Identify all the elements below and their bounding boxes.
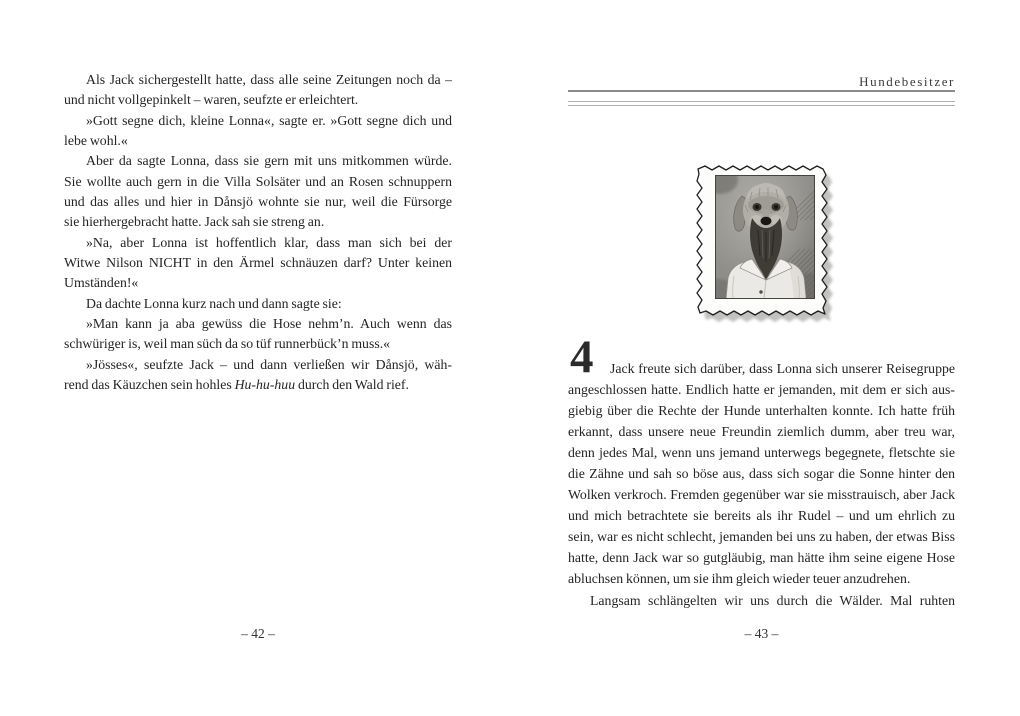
text-segment: durch den Wald rief.: [295, 377, 409, 393]
text-segment: rend das Käuzchen sein hohles: [64, 377, 235, 393]
dog-photo: [699, 166, 833, 311]
text-line: sie hierhergebracht hatte. Jack sah sie streng an.: [64, 214, 325, 230]
text-line: und nicht vollgepinkelt – waren, seufzte er erleichtert.: [64, 92, 359, 108]
shirt-button: [759, 290, 762, 293]
italic-owl-call: Hu-hu-huu: [234, 377, 296, 393]
header-rule-double: [568, 101, 955, 106]
text-line: Umständen!«: [64, 275, 139, 291]
running-header: Hundebesitzer: [859, 74, 955, 89]
text-line: Jack freute sich darüber, dass Lonna sich unserer Reisegruppe: [610, 361, 955, 376]
text-line: [64, 375, 452, 395]
text-line: giebig über die Rechte der Hunde unterhalten konnte. Ich hatte früh: [568, 403, 955, 419]
text-line: Sie wollte auch gern in die Villa Solsäter und an Rosen schnuppern: [64, 173, 452, 189]
text-line: »Jösses«, seufzte Jack – und dann verließen wir Dånsjö, wäh-: [86, 356, 452, 372]
text-line: Witwe Nilson NICHT in den Ärmel schnäuzen darf? Unter keinen: [64, 255, 452, 271]
chapter-text: [568, 331, 955, 611]
text-line: erkannt, dass unsere neue Freundin ziemlich dumm, aber treu war,: [568, 424, 955, 440]
text-line: »Man kann ja aba gewüss die Hose nehm’n. Auch wenn das: [86, 316, 452, 332]
left-page-text: [64, 70, 452, 396]
text-line: abluchsen können, um sie ihm gleich wieder teuer anzudrehen.: [568, 571, 911, 587]
text-line: hatte, denn Jack war so gutgläubig, man hätte ihm seine eigene Hose: [568, 550, 955, 566]
chapter-number: 4: [570, 331, 594, 383]
page-number-left: – 42 –: [241, 626, 275, 641]
text-line: denn jedes Mal, wenn uns jemand unterwegs begegnete, fletschte sie: [568, 445, 955, 461]
text-line: schwüriger is, weil man süch da so tüf runnerbück’n muss.«: [64, 336, 391, 352]
text-line: Aber da sagte Lonna, dass sie gern mit uns mitkommen würde.: [86, 153, 452, 169]
header-rule-single: [568, 90, 955, 92]
text-line: die Zähne und sah so böse aus, dass sich sogar die Sonne hinter den: [568, 466, 955, 482]
text-line: lebe wohl.«: [64, 133, 128, 149]
dog-nose: [761, 217, 772, 225]
dog-portrait-illustration: [690, 160, 840, 332]
text-line: und das alles und hier in Dånsjö wohnte sie nur, weil die Fürsorge: [64, 194, 452, 210]
text-line: und mich betrachtete sie bereits als ihr Rudel – und um ehrlich zu: [568, 508, 955, 524]
text-line: Wolken verkroch. Fremden gegenüber war sie misstrauisch, aber Jack: [568, 487, 955, 503]
text-line: Da dachte Lonna kurz nach und dann sagte sie:: [86, 295, 342, 311]
text-line: »Na, aber Lonna ist hoffentlich klar, dass man sich bei der: [86, 234, 452, 250]
page-number-right: – 43 –: [744, 626, 779, 641]
text-line: angeschlossen hatte. Endlich hatte er jemanden, mit dem er sich aus-: [568, 382, 955, 398]
text-line: Als Jack sichergestellt hatte, dass alle seine Zeitungen noch da –: [86, 72, 452, 87]
text-line: »Gott segne dich, kleine Lonna«, sagte er. »Gott segne dich und: [86, 112, 452, 128]
text-line: sein, war es nicht schlecht, jemanden bei uns zu haben, der etwas Biss: [568, 529, 955, 545]
text-line: Langsam schlängelten wir uns durch die Wälder. Mal ruhten: [590, 592, 955, 608]
